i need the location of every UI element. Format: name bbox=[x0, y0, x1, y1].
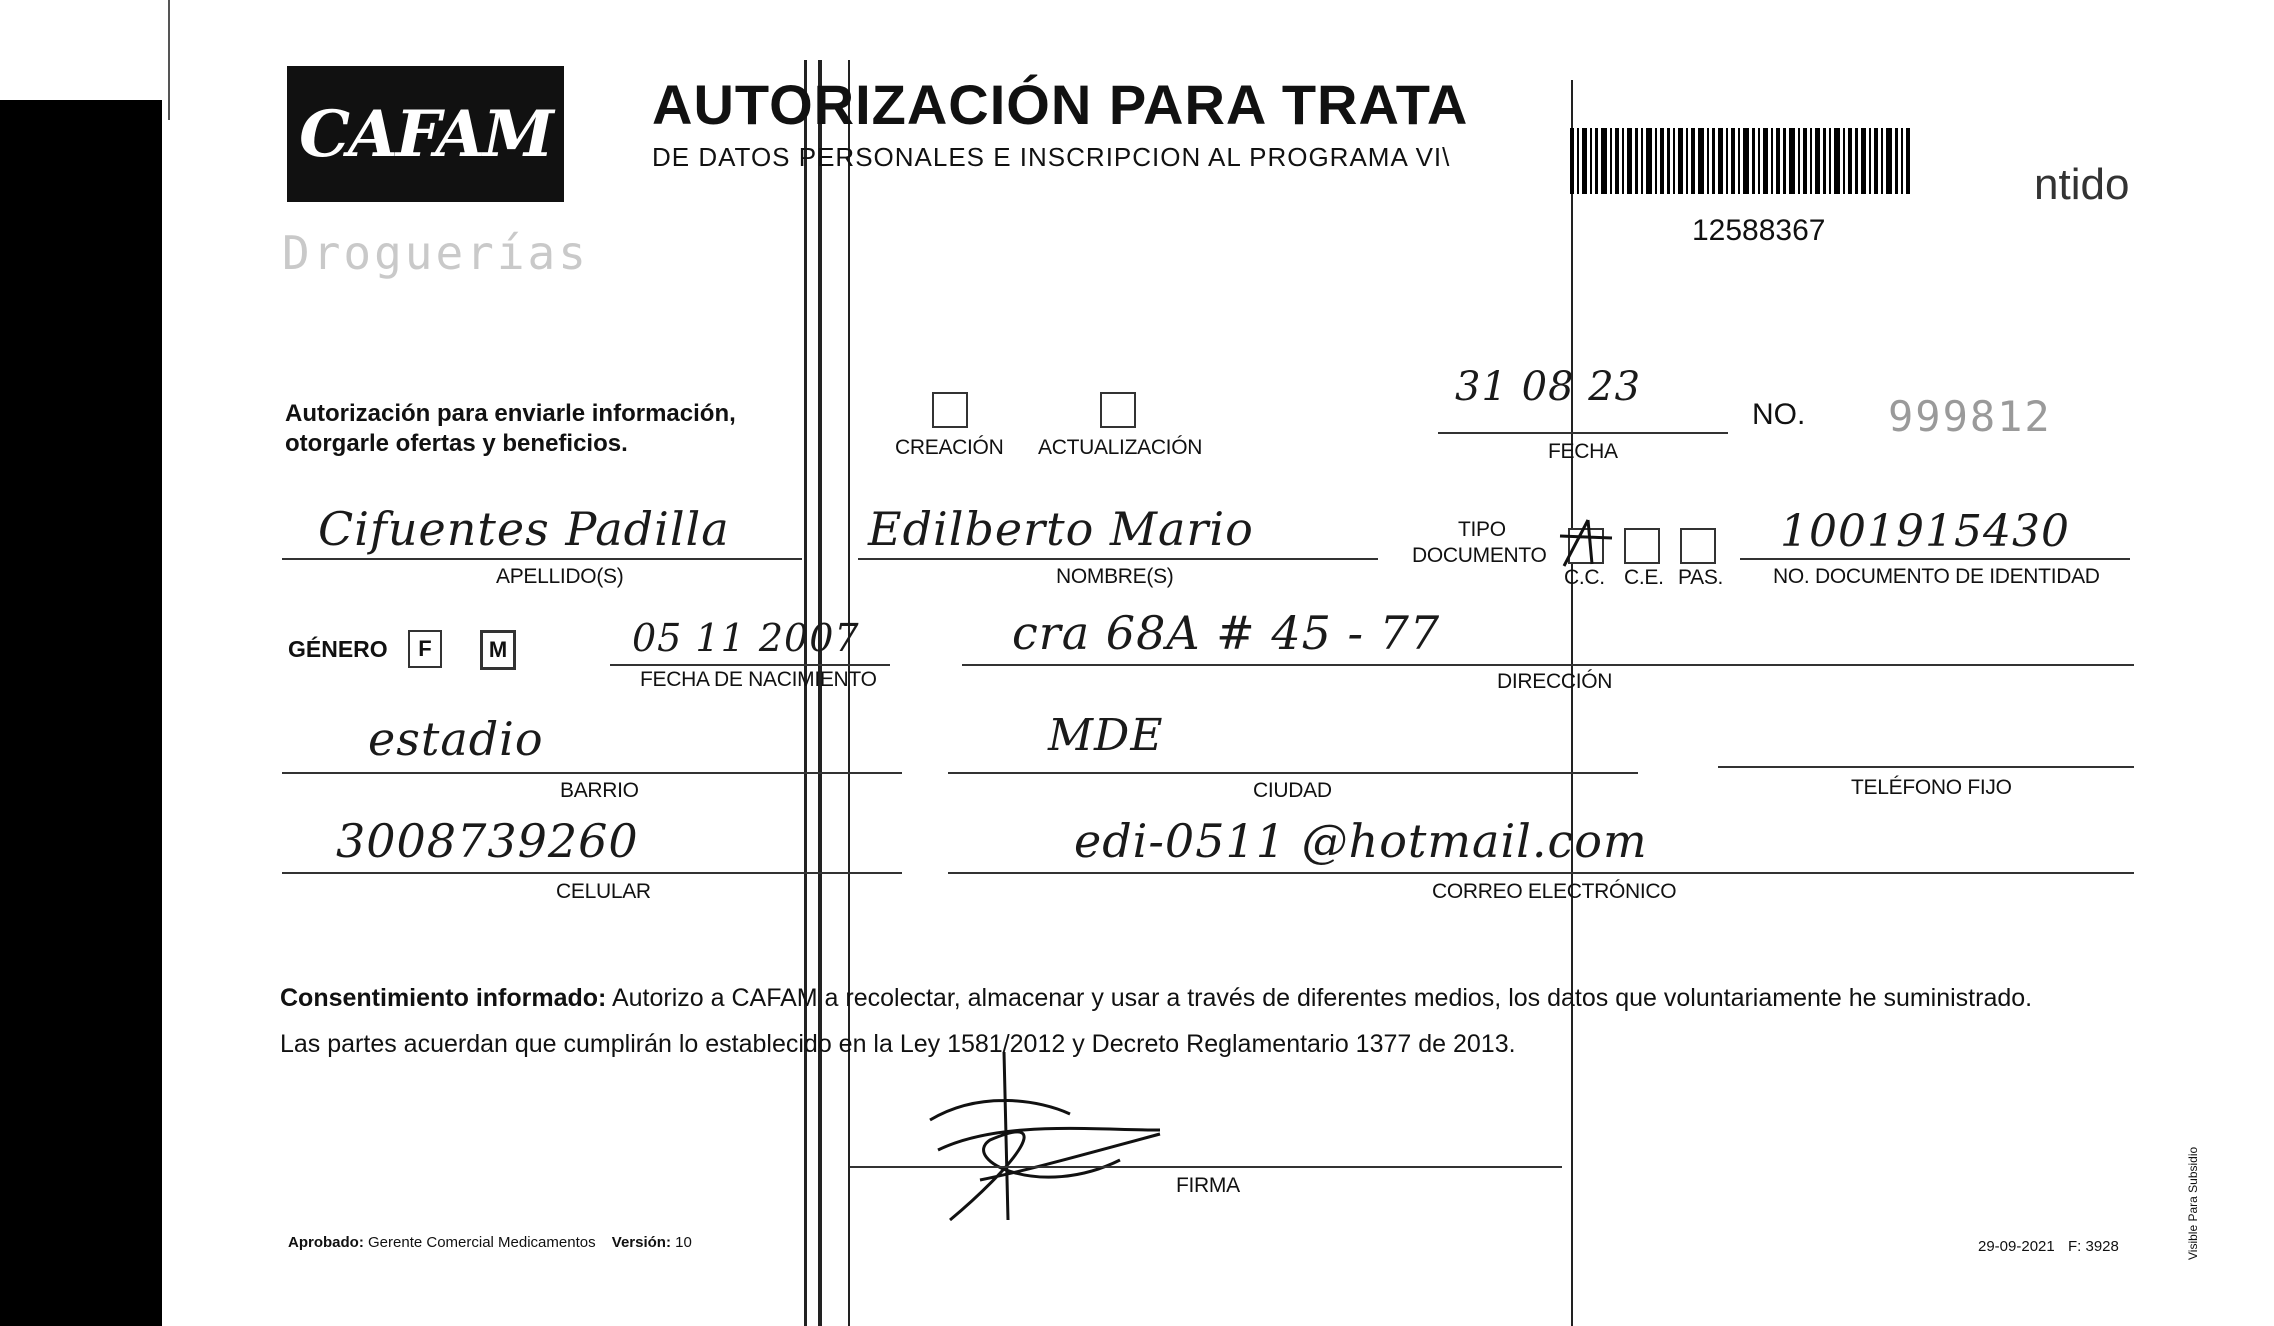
scan-edge-line bbox=[168, 0, 170, 120]
fecha-nacimiento-line bbox=[610, 664, 890, 666]
numero-documento-label: NO. DOCUMENTO DE IDENTIDAD bbox=[1773, 565, 2100, 588]
creacion-label: CREACIÓN bbox=[895, 436, 1004, 459]
vertical-side-text-label: Visible Para Subsidio bbox=[2186, 1146, 2200, 1260]
consent-line-1 bbox=[280, 975, 2140, 1021]
genero-f-label: F bbox=[418, 636, 432, 661]
consent-heading: Consentimiento informado: bbox=[280, 984, 607, 1012]
footer-code: F: 3928 bbox=[2068, 1238, 2119, 1255]
signature-line bbox=[850, 1166, 1562, 1168]
logo-subtitle: Droguerías bbox=[282, 226, 589, 280]
tipo-documento-label-2: DOCUMENTO bbox=[1412, 544, 1547, 567]
version-label: Versión: bbox=[611, 1234, 671, 1251]
apellidos-label: APELLIDO(S) bbox=[496, 565, 624, 588]
ce-label: C.E. bbox=[1624, 566, 1664, 589]
actualizacion-label: ACTUALIZACIÓN bbox=[1038, 436, 1203, 459]
vertical-side-text bbox=[2186, 1147, 2200, 1260]
authorization-heading-1: Autorización para enviarle información, bbox=[285, 400, 736, 427]
ciudad-line bbox=[948, 772, 1638, 774]
version-value: 10 bbox=[675, 1234, 692, 1251]
logo-text: CAFAM bbox=[299, 96, 552, 172]
no-value: 999812 bbox=[1888, 392, 2052, 441]
fecha-label: FECHA bbox=[1548, 440, 1618, 463]
fecha-nacimiento-value: 05 11 2007 bbox=[632, 616, 860, 660]
celular-label: CELULAR bbox=[556, 880, 651, 903]
corner-text: ntido bbox=[2034, 160, 2130, 209]
scan-vertical-line-4 bbox=[1571, 80, 1573, 1326]
fecha-line bbox=[1438, 432, 1728, 434]
authorization-heading-2: otorgarle ofertas y beneficios. bbox=[285, 430, 628, 457]
genero-m-box[interactable] bbox=[480, 630, 516, 670]
ciudad-value: MDE bbox=[1048, 710, 1164, 761]
aprobado-value: Gerente Comercial Medicamentos bbox=[368, 1234, 596, 1251]
consent-paragraph bbox=[280, 975, 2140, 1067]
consent-text-1: Autorizo a CAFAM a recolectar, almacenar y usar a través de diferentes medios, los datos que voluntariamente he suministrado. bbox=[606, 984, 2033, 1012]
ce-checkbox[interactable] bbox=[1624, 528, 1660, 564]
aprobado-label: Aprobado: bbox=[288, 1234, 364, 1251]
telefono-fijo-line bbox=[1718, 766, 2134, 768]
footer-date: 29-09-2021 bbox=[1978, 1238, 2055, 1255]
apellidos-value: Cifuentes Padilla bbox=[318, 502, 730, 556]
direccion-line bbox=[962, 664, 2134, 666]
barrio-value: estadio bbox=[368, 712, 544, 766]
nombres-value: Edilberto Mario bbox=[868, 502, 1254, 556]
barrio-line bbox=[282, 772, 902, 774]
pas-label: PAS. bbox=[1678, 566, 1724, 589]
numero-documento-value: 1001915430 bbox=[1780, 506, 2070, 557]
tipo-documento-label-1: TIPO bbox=[1458, 518, 1506, 541]
celular-value: 3008739260 bbox=[336, 814, 639, 868]
barcode-number: 12588367 bbox=[1692, 214, 1826, 247]
apellidos-line bbox=[282, 558, 802, 560]
telefono-fijo-label: TELÉFONO FIJO bbox=[1851, 776, 2012, 799]
signature-scribble bbox=[920, 1050, 1180, 1230]
direccion-value: cra 68A # 45 - 77 bbox=[1012, 606, 1441, 660]
consent-line-2: Las partes acuerdan que cumplirán lo establecido en la Ley 1581/2012 y Decreto Reglamentario 1377 de 2013. bbox=[280, 1030, 1516, 1058]
correo-label: CORREO ELECTRÓNICO bbox=[1432, 880, 1677, 903]
numero-documento-line bbox=[1740, 558, 2130, 560]
nombres-line bbox=[858, 558, 1378, 560]
cafam-logo bbox=[287, 66, 564, 202]
correo-line bbox=[948, 872, 2134, 874]
fecha-nacimiento-label: FECHA DE NACIMIENTO bbox=[640, 668, 877, 691]
genero-label: GÉNERO bbox=[288, 636, 388, 662]
actualizacion-checkbox[interactable] bbox=[1100, 392, 1136, 428]
scan-vertical-line-2 bbox=[818, 60, 822, 1326]
cc-checkmark bbox=[1558, 516, 1614, 572]
footer-approval bbox=[288, 1234, 692, 1251]
signature-label: FIRMA bbox=[1176, 1174, 1240, 1197]
document-subtitle: DE DATOS PERSONALES E INSCRIPCION AL PROGRAMA VI\ bbox=[652, 142, 1451, 172]
creacion-checkbox[interactable] bbox=[932, 392, 968, 428]
nombres-label: NOMBRE(S) bbox=[1056, 565, 1174, 588]
pas-checkbox[interactable] bbox=[1680, 528, 1716, 564]
ciudad-label: CIUDAD bbox=[1253, 779, 1332, 802]
celular-line bbox=[282, 872, 902, 874]
correo-value: edi-0511 @hotmail.com bbox=[1074, 814, 1648, 868]
direccion-label: DIRECCIÓN bbox=[1497, 670, 1613, 693]
scan-vertical-line-3 bbox=[848, 60, 850, 1326]
genero-f-box[interactable] bbox=[408, 630, 442, 668]
cc-label: C.C. bbox=[1564, 566, 1605, 589]
barrio-label: BARRIO bbox=[560, 779, 639, 802]
no-label: NO. bbox=[1752, 398, 1806, 431]
barcode bbox=[1570, 128, 1910, 194]
fecha-value: 31 08 23 bbox=[1455, 364, 1642, 410]
genero-m-label: M bbox=[488, 637, 508, 662]
scan-vertical-line-1 bbox=[804, 60, 807, 1326]
scan-black-margin bbox=[0, 100, 162, 1326]
document-title: AUTORIZACIÓN PARA TRATA bbox=[652, 73, 1469, 136]
